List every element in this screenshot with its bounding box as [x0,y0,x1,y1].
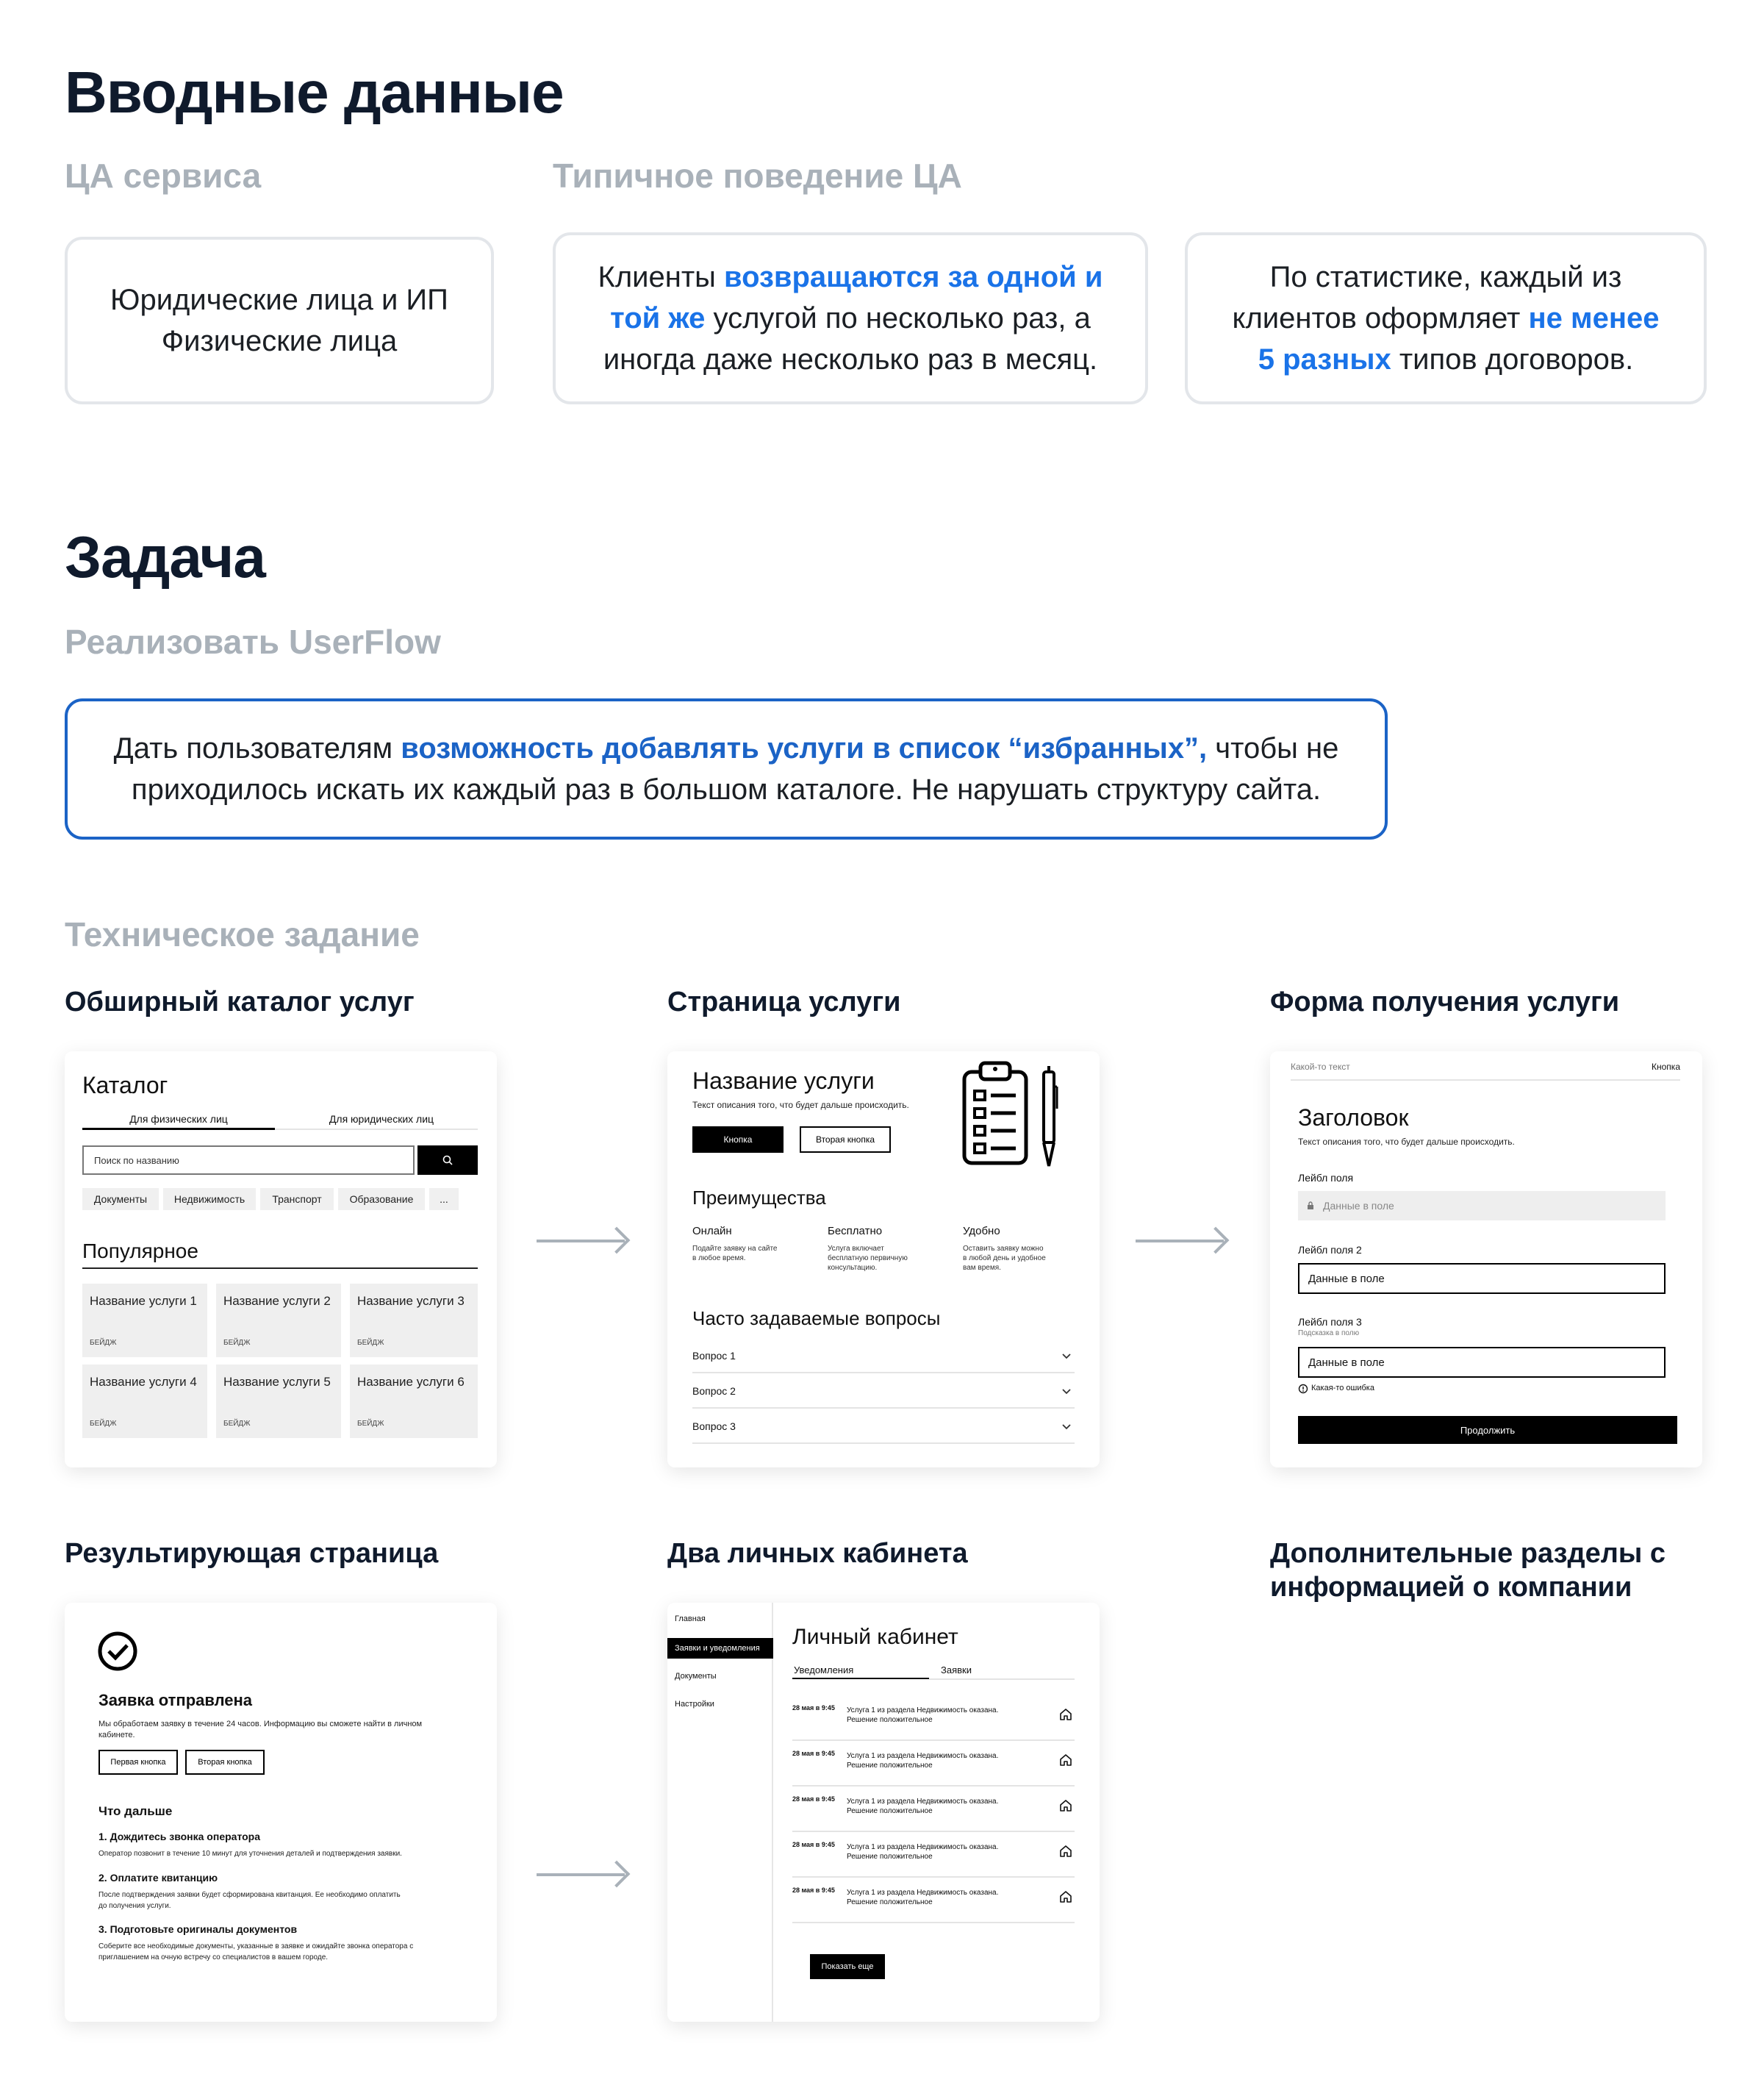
notification-date: 28 мая в 9:45 [792,1750,835,1757]
notification-item[interactable] [792,1695,1075,1741]
show-more-button[interactable]: Показать еще [810,1954,885,1979]
faq-heading: Часто задаваемые вопросы [692,1307,941,1329]
chevron-down-icon [1061,1423,1072,1431]
tab-individuals[interactable]: Для физических лиц [129,1113,228,1125]
tab-legal[interactable]: Для юридических лиц [329,1113,434,1125]
behavior2-highlight: не менее [1528,302,1660,335]
search-input[interactable]: Поиск по названию [82,1145,415,1175]
tile-badge: БЕЙДЖ [90,1339,117,1347]
tile-badge: БЕЙДЖ [357,1420,384,1428]
house-icon[interactable] [1058,1707,1073,1722]
result-section-title: Результирующая страница [65,1538,439,1569]
catalog-screen [65,1051,497,1467]
tab-divider [929,1678,1075,1680]
behavior-label: Типичное поведение ЦА [553,157,962,195]
notification-text: Услуга 1 из раздела Недвижимость оказана. Решение положительное [847,1889,999,1906]
chevron-down-icon [1061,1388,1072,1395]
faq-item[interactable] [692,1375,1075,1409]
chip-documents[interactable]: Документы [82,1188,159,1210]
faq-question: Вопрос 2 [692,1385,736,1397]
house-icon[interactable] [1058,1889,1073,1904]
faq-item[interactable] [692,1410,1075,1444]
result-desc: Мы обработаем заявку в течение 24 часов. Информацию вы сможете найти в личном кабинете. [98,1720,423,1739]
result-heading: Заявка отправлена [98,1691,253,1709]
behavior2-highlight-2: 5 разных [1258,343,1391,376]
popular-heading: Популярное [82,1240,198,1262]
step-title: 3. Подготовьте оригиналы документов [98,1923,298,1935]
faq-item[interactable] [692,1340,1075,1373]
arrow-right-icon [537,1873,625,1876]
notification-item[interactable] [792,1832,1075,1878]
tile-badge: БЕЙДЖ [357,1339,384,1347]
task-highlight: возможность добавлять услуги в список “избранных”, [401,732,1208,765]
chip-realty[interactable]: Недвижимость [163,1188,256,1210]
locked-field [1298,1191,1666,1220]
tab-requests[interactable]: Заявки [941,1664,972,1675]
tile-badge: БЕЙДЖ [90,1420,117,1428]
tab-notifications-underline [792,1678,929,1679]
sidebar-item-requests[interactable]: Заявки и уведомления [667,1638,773,1659]
service-tile[interactable] [350,1284,478,1357]
audience-card [65,237,494,404]
error-info-icon [1298,1384,1308,1394]
form-top-divider [1291,1079,1680,1081]
house-icon[interactable] [1058,1798,1073,1813]
notification-text: Услуга 1 из раздела Недвижимость оказана. Решение положительное [847,1752,999,1770]
step-title: 2. Оплатите квитанцию [98,1872,218,1884]
sidebar-item-home[interactable]: Главная [675,1614,706,1623]
text-field[interactable]: Данные в поле [1298,1263,1666,1294]
sidebar-item-settings[interactable]: Настройки [675,1700,714,1709]
notification-date: 28 мая в 9:45 [792,1704,835,1712]
behavior-card-contracts [1185,232,1707,404]
service-tile[interactable] [82,1284,207,1357]
task-text-2: чтобы не [1207,732,1339,765]
service-tile[interactable] [216,1284,341,1357]
notification-text: Услуга 1 из раздела Недвижимость оказана. Решение положительное [847,1798,999,1815]
notification-item[interactable] [792,1787,1075,1832]
catalog-heading: Каталог [82,1072,168,1098]
behavior2-text-3: типов договоров. [1391,343,1634,376]
chip-education[interactable]: Образование [338,1188,425,1210]
field-hint: Подсказка в полю [1298,1329,1360,1337]
service-tile[interactable] [216,1365,341,1438]
arrow-right-icon [537,1240,625,1242]
form-desc: Текст описания того, что будет дальше происходить. [1298,1137,1515,1147]
faq-question: Вопрос 1 [692,1350,736,1362]
cabinet-heading: Личный кабинет [792,1625,958,1649]
tile-name: Название услуги 3 [357,1294,465,1308]
tab-divider [275,1129,478,1130]
tile-name: Название услуги 6 [357,1375,465,1389]
spec-title: Техническое задание [65,915,420,954]
field-error: Какая-то ошибка [1311,1384,1374,1392]
behavior1-highlight: возвращаются за одной и [724,261,1103,293]
tab-individuals-underline [82,1128,275,1130]
service-primary-button[interactable]: Кнопка [692,1126,784,1153]
chip-more[interactable]: ... [429,1188,459,1210]
task-card [65,698,1388,840]
adv-title: Бесплатно [828,1225,883,1237]
arrow-right-icon [1136,1240,1224,1242]
form-section-title: Форма получения услуги [1270,987,1620,1018]
step-desc: Оператор позвонит в течение 10 минут для уточнения деталей и подтверждения заявки. [98,1850,402,1858]
audience-label: ЦА сервиса [65,157,262,195]
task-subtitle: Реализовать UserFlow [65,623,441,661]
chip-transport[interactable]: Транспорт [260,1188,334,1210]
extra-section-title: Дополнительные разделы с информацией о компании [1270,1538,1666,1603]
clipboard-checklist-icon [961,1057,1032,1167]
behavior1-text-2: услугой по несколько раз, а [705,302,1091,335]
cabinet-sidebar [667,1603,773,2022]
pen-icon [1039,1065,1058,1169]
house-icon[interactable] [1058,1753,1073,1767]
behavior1-text: Клиенты [598,261,725,293]
service-section-title: Страница услуги [667,987,901,1018]
result-screen [65,1603,497,2022]
notification-item[interactable] [792,1878,1075,1923]
chevron-down-icon [1061,1353,1072,1360]
notification-item[interactable] [792,1741,1075,1787]
tile-name: Название услуги 1 [90,1294,197,1308]
service-name: Название услуги [692,1067,875,1094]
submit-button[interactable]: Продолжить [1298,1416,1677,1444]
field-label: Лейбл поля 3 [1298,1316,1362,1328]
service-tile[interactable] [350,1365,478,1438]
search-button[interactable] [417,1145,478,1175]
intro-title: Вводные данные [65,60,564,125]
popular-divider [82,1267,478,1269]
behavior2-text: По статистике, каждый из [1269,261,1622,293]
service-screen [667,1051,1100,1467]
house-icon[interactable] [1058,1844,1073,1859]
sidebar-item-documents[interactable]: Документы [675,1672,717,1681]
lock-icon [1307,1201,1314,1210]
adv-desc: Подайте заявку на сайте в любое время. [692,1245,778,1262]
service-tile[interactable] [82,1365,207,1438]
tile-badge: БЕЙДЖ [223,1420,251,1428]
faq-question: Вопрос 3 [692,1420,736,1432]
tile-name: Название услуги 2 [223,1294,331,1308]
task-text-3: приходилось искать их каждый раз в большом каталоге. Не нарушать структуру сайта. [131,773,1322,806]
adv-desc: Оставить заявку можно в любой день и удобное вам время. [963,1245,1046,1272]
tile-name: Название услуги 4 [90,1375,197,1389]
tab-notifications[interactable]: Уведомления [794,1664,854,1675]
notification-text: Услуга 1 из раздела Недвижимость оказана. Решение положительное [847,1843,999,1861]
form-screen [1270,1051,1702,1467]
result-first-button[interactable]: Первая кнопка [98,1750,178,1775]
field-label: Лейбл поля [1298,1172,1354,1184]
notification-text: Услуга 1 из раздела Недвижимость оказана. Решение положительное [847,1706,999,1724]
form-heading: Заголовок [1298,1104,1409,1131]
service-secondary-button[interactable]: Вторая кнопка [800,1126,891,1153]
check-circle-icon [97,1631,138,1672]
behavior2-text-2: клиентов оформляет [1232,302,1529,335]
step-desc: После подтверждения заявки будет сформирована квитанция. Ее необходимо оплатить до получения услуги. [98,1891,401,1910]
form-top-text: Какой-то текст [1291,1062,1350,1072]
tile-badge: БЕЙДЖ [223,1339,251,1347]
step-title: 1. Дождитесь звонка оператора [98,1831,261,1842]
search-icon [442,1154,453,1166]
task-title: Задача [65,524,265,590]
cabinet-section-title: Два личных кабинета [667,1538,968,1569]
adv-title: Удобно [963,1225,1000,1237]
adv-desc: Услуга включает бесплатную первичную консультацию. [828,1245,908,1272]
behavior1-highlight-2: той же [610,302,706,335]
adv-title: Онлайн [692,1225,732,1237]
notification-date: 28 мая в 9:45 [792,1795,835,1803]
notification-date: 28 мая в 9:45 [792,1841,835,1848]
advantages-heading: Преимущества [692,1187,826,1209]
service-desc: Текст описания того, что будет дальше происходить. [692,1100,909,1110]
behavior-card-return [553,232,1148,404]
catalog-section-title: Обширный каталог услуг [65,987,415,1018]
notification-date: 28 мая в 9:45 [792,1886,835,1894]
behavior1-text-3: иногда даже несколько раз в месяц. [603,343,1098,376]
step-desc: Соберите все необходимые документы, указанные в заявке и ожидайте звонка оператора с приглашением на очную встречу со специалистов в вашем городе. [98,1942,414,1961]
audience-line-2: Физические лица [161,325,398,357]
next-heading: Что дальше [98,1804,173,1818]
form-top-button[interactable]: Кнопка [1652,1062,1680,1072]
cabinet-screen [667,1603,1100,2022]
locked-field-value: Данные в поле [1323,1200,1394,1212]
audience-line-1: Юридические лица и ИП [110,284,448,316]
tile-name: Название услуги 5 [223,1375,331,1389]
text-field[interactable]: Данные в поле [1298,1347,1666,1378]
task-text: Дать пользователям [113,732,401,765]
field-label: Лейбл поля 2 [1298,1244,1362,1256]
result-second-button[interactable]: Вторая кнопка [185,1750,265,1775]
